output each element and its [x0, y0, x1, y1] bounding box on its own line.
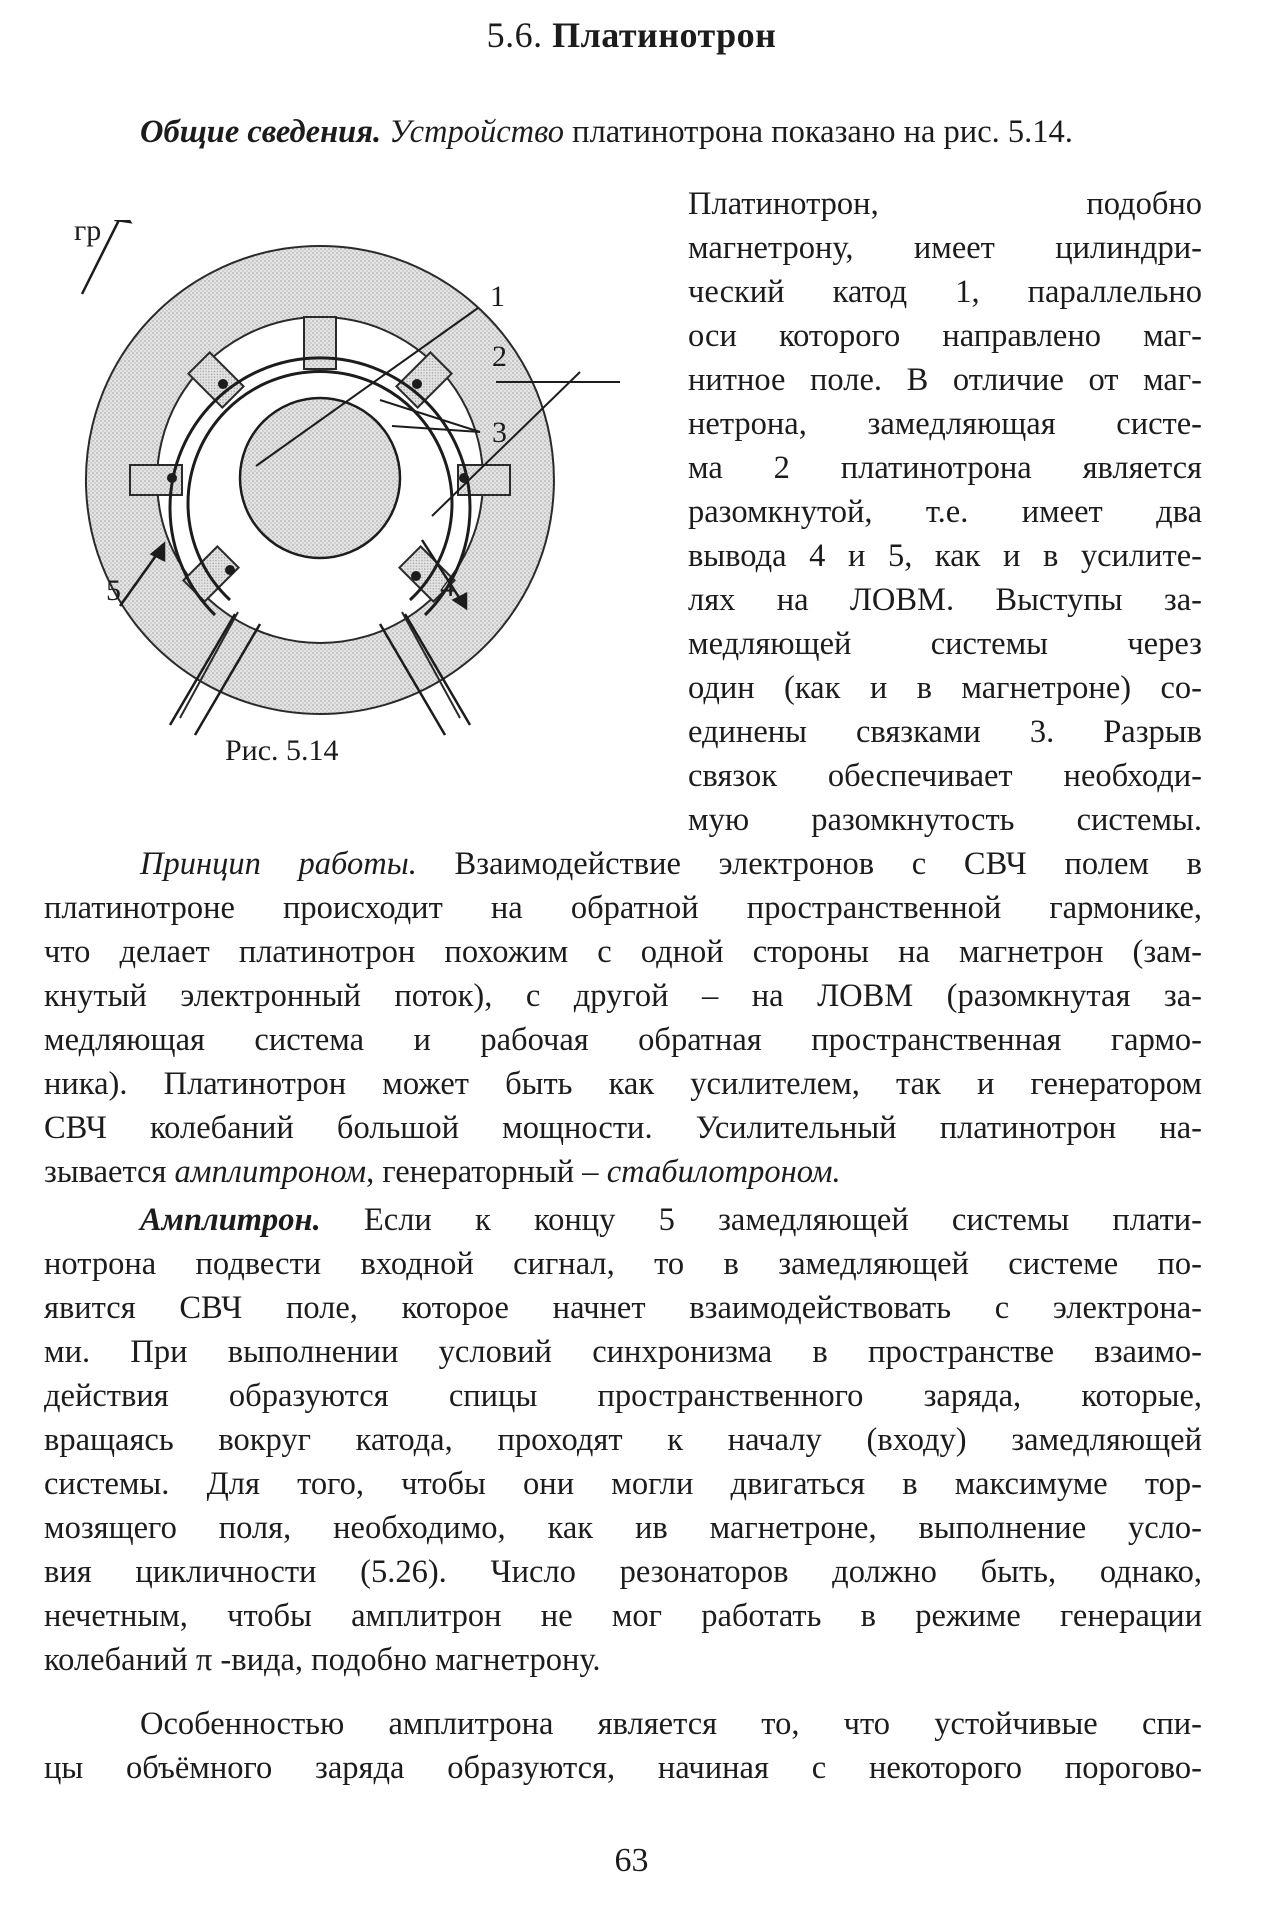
- feature-line: Особенностью амплитрона является то, что устойчивые спи-: [140, 1706, 1202, 1742]
- principle-lead: Принцип работы.: [140, 846, 417, 882]
- feature-line: цы объёмного заряда образуются, начиная с некоторого порогово-: [44, 1750, 1202, 1786]
- page-number: 63: [614, 1842, 649, 1879]
- intro-line: [140, 112, 1202, 152]
- side-line: ческий катод 1, параллельно: [688, 274, 1202, 310]
- amplitron-lead: Амплитрон.: [140, 1202, 321, 1238]
- term-stabilotron: стабилотроном.: [606, 1154, 841, 1190]
- principle-first-line: [140, 844, 1202, 884]
- section-title: [0, 14, 1263, 56]
- label-output: 4: [440, 570, 455, 603]
- side-line: лях на ЛОВМ. Выступы за-: [688, 582, 1202, 618]
- amplitron-line: ми. При выполнении условий синхронизма в пространстве взаимо-: [44, 1334, 1202, 1370]
- intro-rest: платинотрона показано на рис. 5.14.: [564, 114, 1073, 150]
- principle-line: медляющая система и рабочая обратная пространственная гармо-: [44, 1022, 1202, 1058]
- label-slow-wave: 2: [492, 340, 507, 373]
- label-cathode: 1: [490, 280, 505, 313]
- amplitron-first-rest: Если к концу 5 замедляющей системы плати-: [320, 1202, 1202, 1238]
- figure-caption: Рис. 5.14: [225, 734, 339, 767]
- arrow-label: гр: [74, 220, 102, 247]
- side-line: Платинотрон, подобно: [688, 186, 1202, 222]
- term-amplitron: амплитроном: [174, 1154, 367, 1190]
- amplitron-last-line: колебаний π -вида, подобно магнетрону.: [44, 1642, 601, 1678]
- amplitron-line: системы. Для того, чтобы они могли двигаться в максимуме тор-: [44, 1466, 1202, 1502]
- label-input: 5: [106, 574, 121, 607]
- amplitron-line: вия цикличности (5.26). Число резонаторов должно быть, однако,: [44, 1554, 1202, 1590]
- amplitron-first-line: [140, 1200, 1202, 1240]
- principle-line: ника). Платинотрон может быть как усилителем, так и генератором: [44, 1066, 1202, 1102]
- side-line: медляющей системы через: [688, 626, 1202, 662]
- amplitron-line: нечетным, чтобы амплитрон не мог работать в режиме генерации: [44, 1598, 1202, 1634]
- amplitron-line: вращаясь вокруг катода, проходят к началу (входу) замедляющей: [44, 1422, 1202, 1458]
- platinotron-diagram: [60, 220, 620, 780]
- amplitron-line: мозящего поля, необходимо, как ив магнетроне, выполнение усло-: [44, 1510, 1202, 1546]
- amplitron-line: действия образуются спицы пространственного заряда, которые,: [44, 1378, 1202, 1414]
- principle-line: СВЧ колебаний большой мощности. Усилительный платинотрон на-: [44, 1110, 1202, 1146]
- intro-heading: Общие сведения.: [140, 114, 382, 150]
- amplitron-line: явится СВЧ поле, которое начнет взаимодействовать с электрона-: [44, 1290, 1202, 1326]
- side-line: нетрона, замедляющая систе-: [688, 406, 1202, 442]
- side-line: оси которого направлено маг-: [688, 318, 1202, 354]
- side-line: связок обеспечивает необходи-: [688, 758, 1202, 794]
- principle-line: платинотроне происходит на обратной пространственной гармонике,: [44, 890, 1202, 926]
- principle-first-rest: Взаимодействие электронов с СВЧ полем в: [416, 846, 1202, 882]
- label-straps: 3: [492, 416, 507, 449]
- side-line: один (как и в магнетроне) со-: [688, 670, 1202, 706]
- side-line: мую разомкнутость системы.: [688, 802, 1202, 838]
- principle-last-prefix: зывается: [44, 1154, 175, 1190]
- principle-last-middle: , генераторный –: [366, 1154, 607, 1190]
- principle-line: кнутый электронный поток), с другой – на ЛОВМ (разомкнутая за-: [44, 978, 1202, 1014]
- side-line: ма 2 платинотрона является: [688, 450, 1202, 486]
- intro-lead: Устройство: [389, 114, 565, 150]
- side-line: разомкнутой, т.е. имеет два: [688, 494, 1202, 530]
- amplitron-line: нотрона подвести входной сигнал, то в замедляющей системе по-: [44, 1246, 1202, 1282]
- section-heading: Платинотрон: [552, 15, 777, 55]
- side-line: нитное поле. В отличие от маг-: [688, 362, 1202, 398]
- section-number: 5.6.: [486, 15, 543, 55]
- side-line: вывода 4 и 5, как и в усилите-: [688, 538, 1202, 574]
- principle-line: что делает платинотрон похожим с одной стороны на магнетрон (зам-: [44, 934, 1202, 970]
- side-line: единены связками 3. Разрыв: [688, 714, 1202, 750]
- principle-last-line: [44, 1152, 1202, 1192]
- side-line: магнетрону, имеет цилиндри-: [688, 230, 1202, 266]
- cathode: [240, 398, 400, 558]
